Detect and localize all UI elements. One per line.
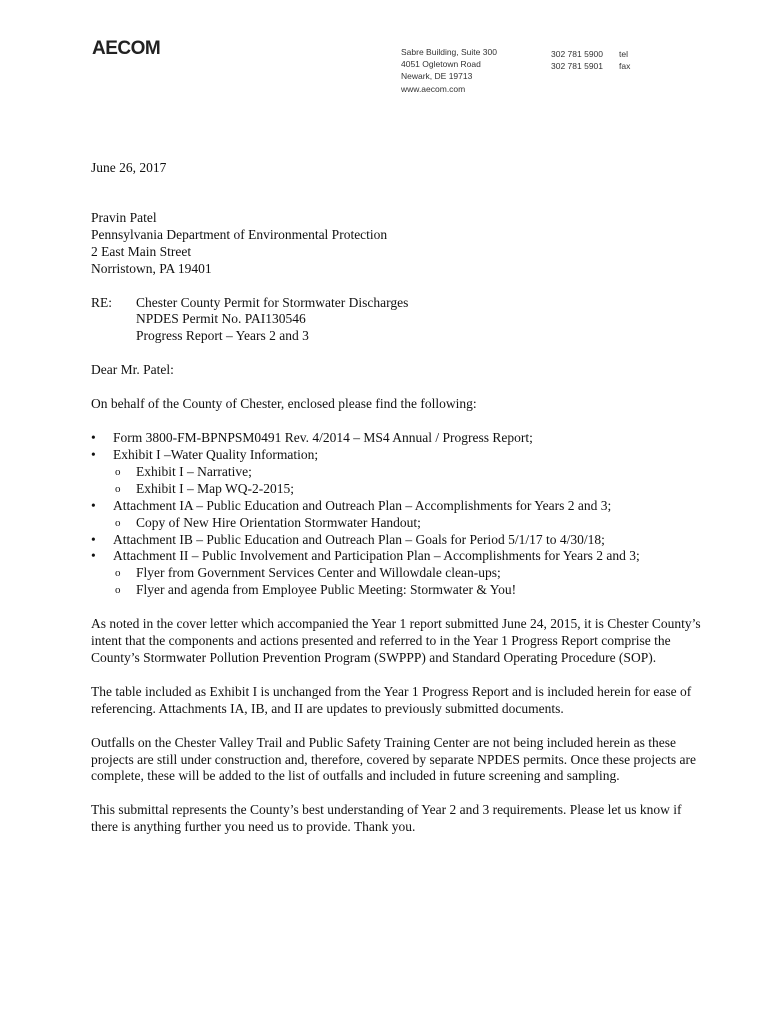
bullet-icon: • [91, 548, 96, 564]
list-item [91, 532, 701, 549]
fax-number: 302 781 5901 [551, 61, 603, 72]
address-line: 4051 Ogletown Road [401, 59, 481, 70]
circle-bullet-icon: o [115, 482, 121, 495]
list-item-text: Attachment II – Public Involvement and Participation Plan – Accomplishments for Years 2 and 3; [113, 548, 640, 564]
re-block [91, 295, 701, 346]
bullet-icon: • [91, 497, 96, 513]
list-item-text: Copy of New Hire Orientation Stormwater Handout; [136, 514, 421, 530]
circle-bullet-icon: o [115, 584, 121, 597]
list-item-text: Exhibit I –Water Quality Information; [113, 446, 319, 462]
website-line: www.aecom.com [401, 83, 466, 94]
list-item-text: Flyer and agenda from Employee Public Meeting: Stormwater & You! [136, 582, 517, 598]
bullet-icon: • [91, 430, 96, 446]
letterhead-contact [551, 48, 630, 72]
sub-list-item [91, 481, 701, 498]
recipient-street: 2 East Main Street [91, 243, 192, 259]
re-line: NPDES Permit No. PAI130546 [136, 311, 306, 327]
body-paragraph: The table included as Exhibit I is unchanged from the Year 1 Progress Report and is included herein for ease of referencing. Attachments IA, IB, and II are updates to previously submitted documents. [91, 683, 692, 716]
phone-label: tel [619, 49, 628, 59]
phone-row [551, 48, 630, 60]
body-paragraph: Outfalls on the Chester Valley Trail and Public Safety Training Center are not being included herein as these projects are still under construction and, therefore, covered by separate NPDES permits. Once these projects are complete, these will be added to the list of outfalls and included in future screening and sampling. [91, 734, 697, 784]
circle-bullet-icon: o [115, 465, 121, 478]
sub-list-item [91, 565, 701, 582]
sub-list-item [91, 515, 701, 532]
intro-sentence: On behalf of the County of Chester, enclosed please find the following: [91, 396, 477, 412]
sub-list-item [91, 582, 701, 599]
enclosure-list [91, 430, 701, 599]
recipient-organization: Pennsylvania Department of Environmental Protection [91, 226, 388, 242]
letter-body [91, 160, 701, 853]
list-item-text: Attachment IA – Public Education and Outreach Plan – Accomplishments for Years 2 and 3; [113, 497, 612, 513]
bullet-icon: • [91, 531, 96, 547]
sub-list-item [91, 464, 701, 481]
aecom-logo: AECOM [92, 38, 161, 59]
list-item-text: Attachment IB – Public Education and Outreach Plan – Goals for Period 5/1/17 to 4/30/18; [113, 531, 605, 547]
list-item [91, 548, 701, 565]
body-paragraph: This submittal represents the County’s best understanding of Year 2 and 3 requirements. Please let us know if there is anything further you need us to provide. Thank you. [91, 802, 682, 835]
phone-number: 302 781 5900 [551, 49, 603, 59]
bullet-icon: • [91, 446, 96, 462]
list-item [91, 447, 701, 464]
list-item [91, 430, 701, 447]
circle-bullet-icon: o [115, 567, 121, 580]
address-line: Sabre Building, Suite 300 [401, 47, 497, 57]
re-line: Progress Report – Years 2 and 3 [136, 328, 309, 344]
address-line: Newark, DE 19713 [401, 71, 473, 82]
list-item-text: Form 3800-FM-BPNPSM0491 Rev. 4/2014 – MS4 Annual / Progress Report; [113, 430, 533, 446]
re-label: RE: [91, 294, 113, 310]
recipient-name: Pravin Patel [91, 209, 157, 225]
re-line: Chester County Permit for Stormwater Discharges [136, 294, 409, 310]
list-item-text: Flyer from Government Services Center and Willowdale clean-ups; [136, 565, 501, 581]
fax-row [551, 60, 630, 72]
list-item-text: Exhibit I – Narrative; [136, 463, 252, 479]
letter-date: June 26, 2017 [91, 160, 167, 175]
recipient-city: Norristown, PA 19401 [91, 260, 212, 276]
list-item-text: Exhibit I – Map WQ-2-2015; [136, 480, 294, 496]
letterhead-address [401, 46, 497, 95]
recipient-block [91, 210, 701, 278]
salutation: Dear Mr. Patel: [91, 362, 174, 378]
body-paragraph: As noted in the cover letter which accompanied the Year 1 report submitted June 24, 2015, it is Chester County’s intent that the components and actions presented and referred to in the Year 1 Progress Report comprise the County’s Stormwater Pollution Prevention Program (SWPPP) and Standard Operating Procedure (SOP). [91, 616, 701, 665]
list-item [91, 498, 701, 515]
circle-bullet-icon: o [115, 516, 121, 529]
re-lines [136, 295, 408, 346]
fax-label: fax [619, 61, 631, 72]
